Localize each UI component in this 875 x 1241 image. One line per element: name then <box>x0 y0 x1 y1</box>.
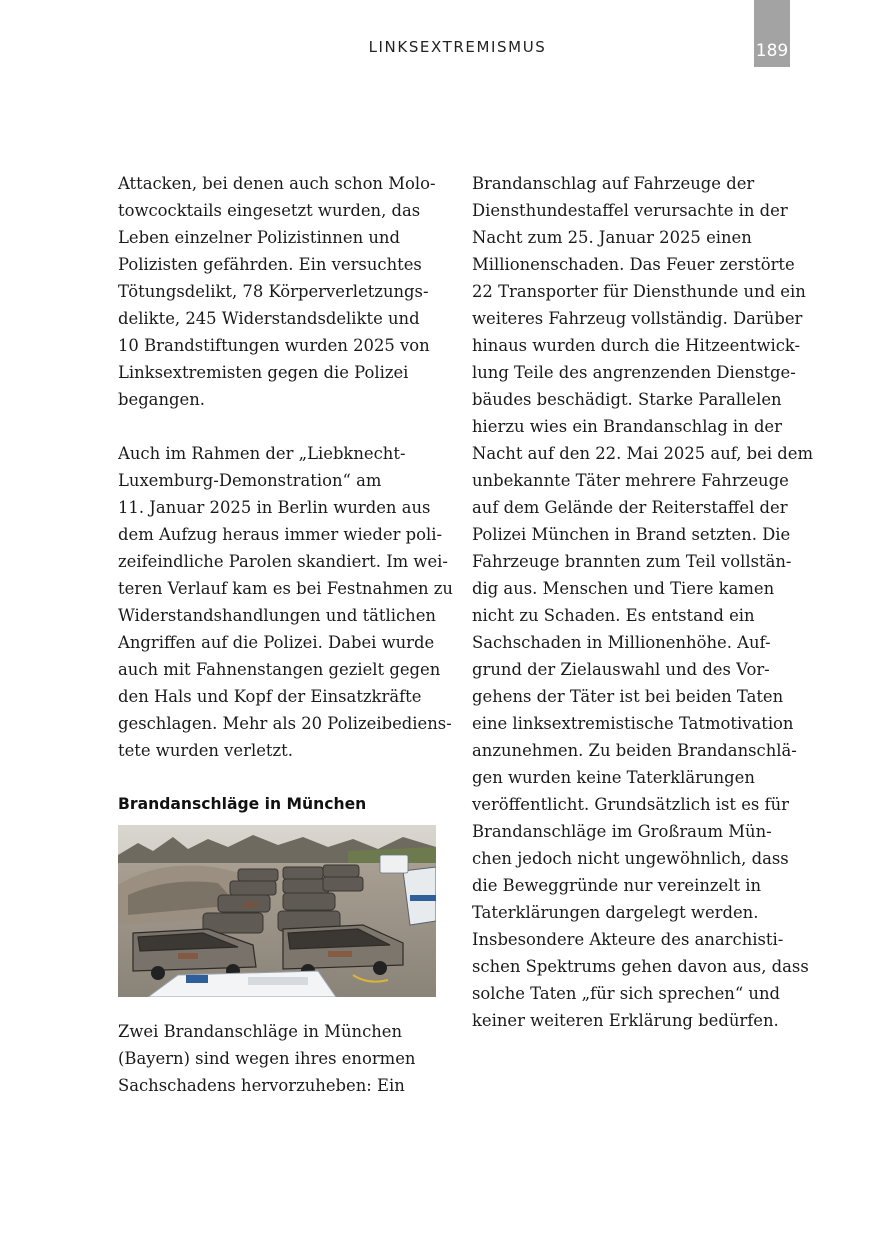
text-line: lung Teile des angrenzenden Dienstge- <box>472 363 796 382</box>
page-number-tab <box>754 0 790 67</box>
text-line: 11. Januar 2025 in Berlin wurden aus <box>118 498 431 517</box>
text-line: chen jedoch nicht ungewöhnlich, dass <box>472 849 789 868</box>
text-line: Polizei München in Brand setzten. Die <box>472 525 791 544</box>
text-line: dem Aufzug heraus immer wieder poli- <box>118 525 443 544</box>
text-line: zeifeindliche Parolen skandiert. Im wei- <box>118 552 448 571</box>
text-line: begangen. <box>118 390 205 409</box>
text-line: den Hals und Kopf der Einsatzkräfte <box>118 687 422 706</box>
text-line: hinaus wurden durch die Hitzeentwick- <box>472 336 801 355</box>
text-line: teren Verlauf kam es bei Festnahmen zu <box>118 579 453 598</box>
paragraph-3 <box>118 1018 448 1099</box>
text-line: solche Taten „für sich sprechen“ und <box>472 984 781 1003</box>
text-line: 10 Brandstiftungen wurden 2025 von <box>118 336 430 355</box>
text-line: grund der Zielauswahl und des Vor- <box>472 660 770 679</box>
text-line: Leben einzelner Polizistinnen und <box>118 228 400 247</box>
text-line: gehens der Täter ist bei beiden Taten <box>472 687 784 706</box>
text-line: Insbesondere Akteure des anarchisti- <box>472 930 784 949</box>
text-line: eine linksextremistische Tatmotivation <box>472 714 794 733</box>
text-line: (Bayern) sind wegen ihres enormen <box>118 1049 416 1068</box>
text-line: Luxemburg-Demonstration“ am <box>118 471 382 490</box>
text-line: dig aus. Menschen und Tiere kamen <box>472 579 775 598</box>
paragraph-1 <box>118 170 448 413</box>
text-line: towcocktails eingesetzt wurden, das <box>118 201 421 220</box>
text-line: hierzu wies ein Brandanschlag in der <box>472 417 782 436</box>
text-line: die Beweggründe nur vereinzelt in <box>472 876 762 895</box>
text-line: schen Spektrums gehen davon aus, dass <box>472 957 809 976</box>
text-line: Nacht zum 25. Januar 2025 einen <box>472 228 752 247</box>
text-line: Zwei Brandanschläge in München <box>118 1022 403 1041</box>
text-line: Linksextremisten gegen die Polizei <box>118 363 409 382</box>
text-line: Widerstandshandlungen und tätlichen <box>118 606 436 625</box>
text-line: Brandanschlag auf Fahrzeuge der <box>472 174 755 193</box>
text-line: Millionenschaden. Das Feuer zerstörte <box>472 255 795 274</box>
text-line: Attacken, bei denen auch schon Molo- <box>118 174 436 193</box>
text-line: Polizisten gefährden. Ein versuchtes <box>118 255 422 274</box>
text-line: Fahrzeuge brannten zum Teil vollstän- <box>472 552 792 571</box>
text-line: weiteres Fahrzeug vollständig. Darüber <box>472 309 803 328</box>
burned-vehicles-photo <box>118 825 436 997</box>
text-line: gen wurden keine Taterklärungen <box>472 768 755 787</box>
text-line: unbekannte Täter mehrere Fahrzeuge <box>472 471 789 490</box>
text-line: Sachschaden in Millionenhöhe. Auf- <box>472 633 771 652</box>
section-subheading: Brandanschläge in München <box>118 795 367 813</box>
text-line: Sachschadens hervorzuheben: Ein <box>118 1076 405 1095</box>
text-line: Angriffen auf die Polizei. Dabei wurde <box>118 633 435 652</box>
paragraph-gap <box>118 764 448 791</box>
text-line: Brandanschläge im Großraum Mün- <box>472 822 772 841</box>
text-line: Tötungsdelikt, 78 Körperverletzungs- <box>118 282 429 301</box>
text-line: delikte, 245 Widerstandsdelikte und <box>118 309 420 328</box>
paragraph-2 <box>118 440 453 764</box>
text-line: keiner weiteren Erklärung bedürfen. <box>472 1011 779 1030</box>
page-number: 189 <box>755 41 789 61</box>
text-line: auf dem Gelände der Reiterstaffel der <box>472 498 788 517</box>
text-line: tete wurden verletzt. <box>118 741 293 760</box>
text-line: auch mit Fahnenstangen gezielt gegen <box>118 660 441 679</box>
text-line: Taterklärungen dargelegt werden. <box>472 903 759 922</box>
text-line: Diensthundestaffel verursachte in der <box>472 201 788 220</box>
left-column <box>118 170 453 1099</box>
text-line: veröffentlicht. Grundsätzlich ist es für <box>472 795 789 814</box>
text-line: Nacht auf den 22. Mai 2025 auf, bei dem <box>472 444 814 463</box>
running-title: LINKSEXTREMISMUS <box>368 38 547 56</box>
text-line: 22 Transporter für Diensthunde und ein <box>472 282 806 301</box>
paragraph-gap <box>118 413 448 440</box>
text-line: nicht zu Schaden. Es entstand ein <box>472 606 755 625</box>
text-line: bäudes beschädigt. Starke Parallelen <box>472 390 782 409</box>
text-line: anzunehmen. Zu beiden Brandanschlä- <box>472 741 797 760</box>
right-column <box>472 170 814 1034</box>
text-line: geschlagen. Mehr als 20 Polizeibediens- <box>118 714 452 733</box>
text-line: Auch im Rahmen der „Liebknecht- <box>118 444 406 463</box>
